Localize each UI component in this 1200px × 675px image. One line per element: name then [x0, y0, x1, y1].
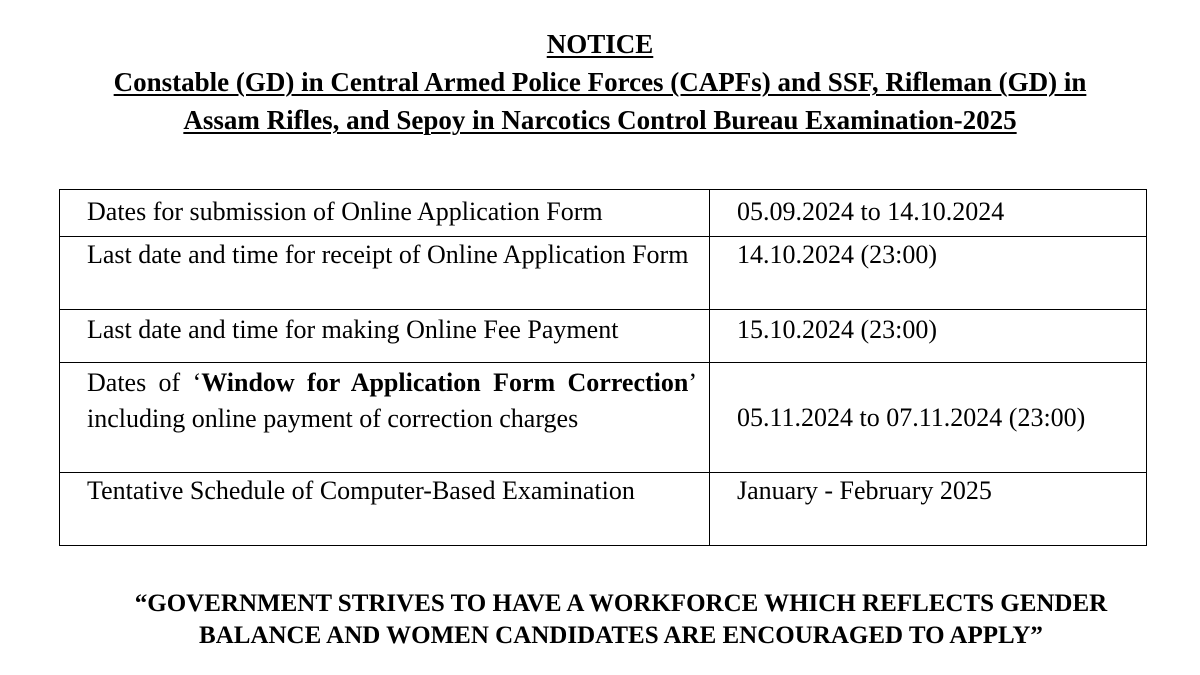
date-cell: January - February 2025 [710, 473, 1147, 546]
table-row [60, 310, 1147, 363]
date-cell: 15.10.2024 (23:00) [710, 310, 1147, 363]
event-cell: Last date and time for making Online Fee Payment [60, 310, 710, 363]
table-row [60, 363, 1147, 473]
event-cell [60, 363, 710, 473]
date-cell: 05.11.2024 to 07.11.2024 (23:00) [710, 363, 1147, 473]
event-text: Dates of ‘ [87, 368, 202, 397]
table-row [60, 190, 1147, 237]
schedule-table [59, 189, 1147, 546]
quote-line2: BALANCE AND WOMEN CANDIDATES ARE ENCOURAGED TO APPLY” [199, 622, 1043, 649]
event-cell: Last date and time for receipt of Online Application Form [60, 237, 710, 310]
date-cell: 05.09.2024 to 14.10.2024 [710, 190, 1147, 237]
notice-title-line1: Constable (GD) in Central Armed Police Forces (CAPFs) and SSF, Rifleman (GD) in [113, 67, 1087, 97]
event-cell: Tentative Schedule of Computer-Based Examination [60, 473, 710, 546]
event-bold-text: Window for Application Form Correction [201, 368, 689, 397]
event-cell: Dates for submission of Online Application Form [60, 190, 710, 237]
table-row [60, 473, 1147, 546]
date-cell: 14.10.2024 (23:00) [710, 237, 1147, 310]
event-text: ’ including online payment of correction charges [87, 368, 697, 433]
notice-title-line2: Assam Rifles, and Sepoy in Narcotics Control Bureau Examination-2025 [183, 105, 1017, 135]
table-row [60, 237, 1147, 310]
quote-line1: “GOVERNMENT STRIVES TO HAVE A WORKFORCE WHICH REFLECTS GENDER [134, 590, 1108, 617]
gender-balance-quote [0, 588, 1200, 652]
notice-heading: NOTICE [546, 29, 654, 59]
